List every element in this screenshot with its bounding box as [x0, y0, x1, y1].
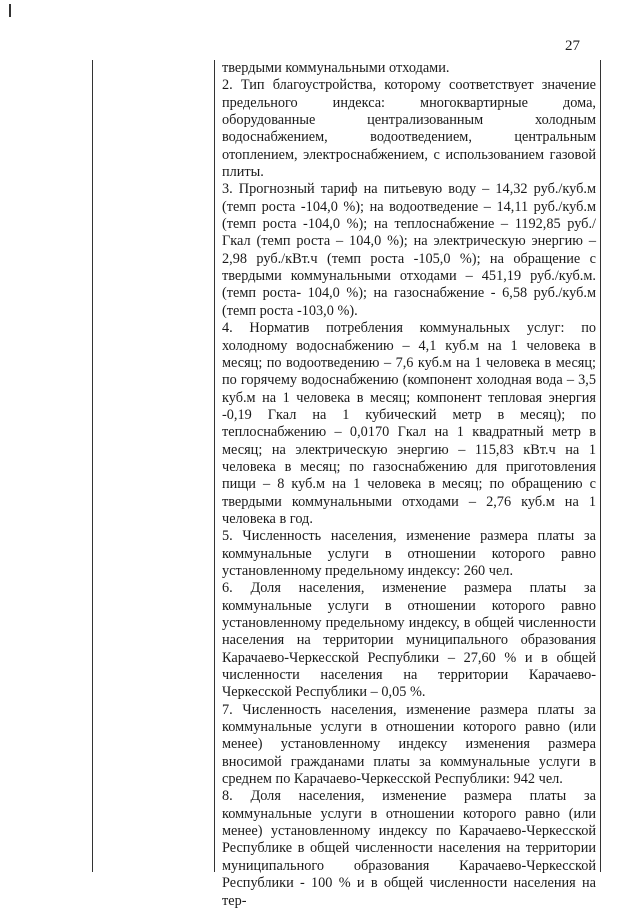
paragraph-1: твердыми коммунальными отходами.	[222, 60, 450, 76]
paragraph-6: 6. Доля населения, изменение размера платы за коммунальные услуги в отношении которого равно установленному предельному индексу, в общей численности населения на территории муниципального образования Карачаево-Черкесской Республики – 27,60 % и в общей численности населения на территории Карачаево-Черкесской Республики – 0,05 %.	[222, 580, 596, 701]
paragraph-4: 4. Норматив потребления коммунальных услуг: по холодному водоснабжению – 4,1 куб.м на 1 человека в месяц; по водоотведению – 7,6 куб.м на 1 человека в месяц; по горячему водоснабжению (компонент холодная вода – 3,5 куб.м на 1 человека в месяц; компонент тепловая энергия -0,19 Гкал на 1 кубический метр в месяц); по теплоснабжению – 0,0170 Гкал на 1 квадратный метр в месяц; на электрическую энергию – 115,83 кВт.ч на 1 человека в месяц; по газоснабжению для приготовления пищи – 8 куб.м на 1 человека в месяц; по обращению с твердыми коммунальными отходами – 2,76 куб.м на 1 человека в год.	[222, 320, 596, 527]
paragraph-8: 8. Доля населения, изменение размера платы за коммунальные услуги в отношении которого равно (или менее) установленному индексу по Карачаево-Черкесской Республике в общей численности населения на территории муниципального образования Карачаево-Черкесской Республики - 100 % и в общей численности населения на тер-	[222, 788, 596, 909]
column-divider	[214, 60, 215, 872]
paragraph-7: 7. Численность населения, изменение размера платы за коммунальные услуги в отношении которого равно (или менее) установленному индексу изменения размера вносимой гражданами платы за коммунальные услуги в среднем по Карачаево-Черкесской Республики: 942 чел.	[222, 701, 596, 788]
scan-mark	[9, 4, 11, 17]
document-table	[92, 60, 601, 909]
paragraph-5: 5. Численность населения, изменение размера платы за коммунальные услуги в отношении которого равно установленному предельному индексу: 260 чел.	[222, 528, 596, 579]
paragraph-3: 3. Прогнозный тариф на питьевую воду – 14,32 руб./куб.м (темп роста -104,0 %); на водоотведение – 14,11 руб./куб.м (темп роста -104,0 %); на теплоснабжение – 1192,85 руб./Гкал (темп роста – 104,0 %); на электрическую энергию – 2,98 руб./кВт.ч (темп роста -105,0 %); на обращение с твердыми коммунальными отходами – 451,19 руб./куб.м. (темп роста- 104,0 %); на газоснабжение - 6,58 руб./куб.м (темп роста -103,0 %).	[222, 181, 596, 319]
paragraph-2: 2. Тип благоустройства, которому соответствует значение предельного индекса: многоквартирные дома, оборудованные централизованным холодным водоснабжением, водоотведением, центральным отоплением, электроснабжением, с использованием газовой плиты.	[222, 77, 596, 181]
page-number: 27	[565, 38, 580, 54]
table-cell-content	[222, 60, 596, 910]
